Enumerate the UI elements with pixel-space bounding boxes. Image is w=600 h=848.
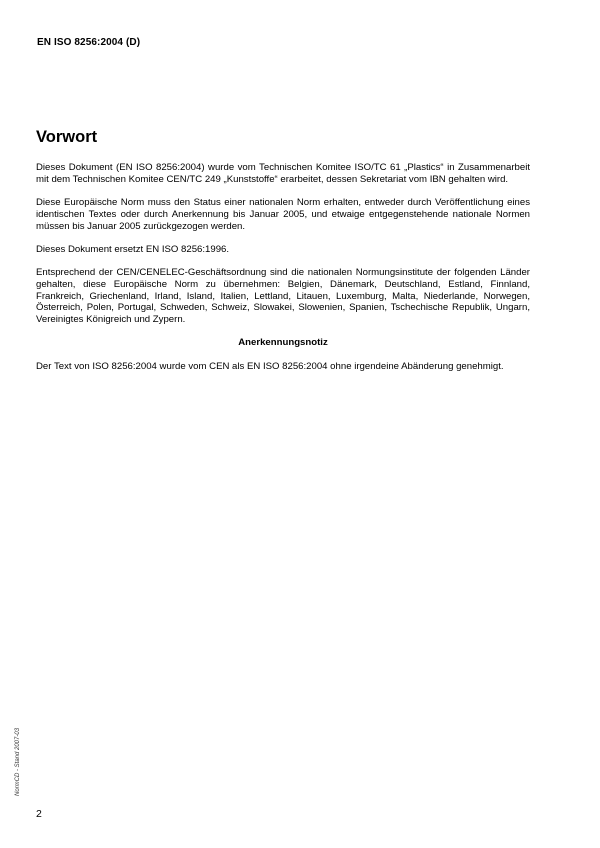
page-number: 2 (36, 808, 42, 820)
endorsement-heading: Anerkennungsnotiz (238, 337, 328, 349)
vertical-side-note: NormCD - Stand 2007-03 (15, 727, 21, 796)
document-header: EN ISO 8256:2004 (D) (37, 37, 141, 48)
endorsement-text: Der Text von ISO 8256:2004 wurde vom CEN als EN ISO 8256:2004 ohne irgendeine Abänderung genehmigt. (36, 360, 504, 372)
paragraph-responsibility: Dieses Dokument (EN ISO 8256:2004) wurde vom Technischen Komitee ISO/TC 61 „Plastics“ in Zusammenarbeit mit dem Technischen Komitee CEN/TC 249 „Kunststoffe“ erarbeitet, dessen Sekretariat vom IBN gehalten wird. (36, 162, 530, 185)
paragraph-replaces: Dieses Dokument ersetzt EN ISO 8256:1996. (36, 243, 230, 255)
document-body (36, 162, 530, 384)
paragraph-countries: Entsprechend der CEN/CENELEC-Geschäftsordnung sind die nationalen Normungsinstitute der folgenden Länder gehalten, diese Europäische Norm zu übernehmen: Belgien, Dänemark, Deutschland, Estland, Finnland, Frankreich, Griechenland, Irland, Island, Italien, Lettland, Litauen, Luxemburg, Malta, Niederlande, Norwegen, Österreich, Polen, Portugal, Schweden, Schweiz, Slowakei, Slowenien, Spanien, Tschechische Republik, Ungarn, Vereinigtes Königreich und Zypern. (36, 267, 530, 326)
paragraph-status: Diese Europäische Norm muss den Status einer nationalen Norm erhalten, entweder durch Veröffentlichung eines identischen Textes oder durch Anerkennung bis Januar 2005, und etwaige entgegenstehende nationale Normen müssen bis Januar 2005 zurückgezogen werden. (36, 197, 530, 232)
page-title: Vorwort (36, 128, 98, 146)
